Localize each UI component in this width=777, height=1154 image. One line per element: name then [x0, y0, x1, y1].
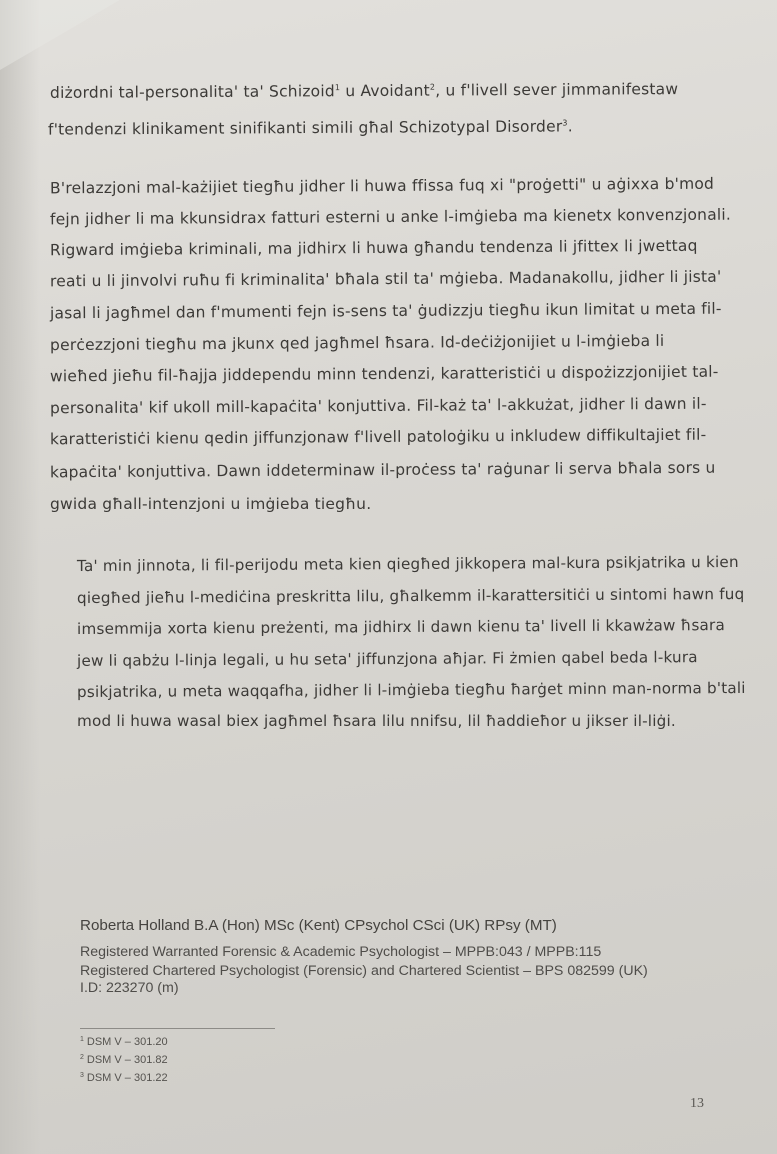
paragraph-line: qiegħed jieħu l-mediċina preskritta lilu, għalkemm il-karattersitiċi u sintomi hawn fuq — [76, 584, 745, 608]
footnote-text: DSM V – 301.22 — [86, 1072, 168, 1084]
paragraph-line: Rigward imġieba kriminali, ma jidhirx li huwa għandu tendenza li jfittex li jwettaq — [49, 236, 698, 260]
paragraph-line: mod li huwa wasal biex jagħmel ħsara lilu nnifsu, lil ħaddieħor u jikser il-liġi. — [77, 712, 676, 730]
intro-line-1-c: , u f'livell sever jimmanifestaw — [435, 80, 679, 100]
intro-line-1-a: diżordni tal-personalita' ta' Schizoid — [49, 82, 335, 102]
paragraph-line: kapaċita' konjuttiva. Dawn iddeterminaw il-proċess ta' raġunar li serva bħala sors u — [49, 458, 716, 482]
paragraph-line: reati u li jinvolvi ruħu fi kriminalita' bħala stil ta' mġieba. Madanakollu, jidher li jista' — [49, 267, 722, 291]
footnote-mark: 3 — [80, 1072, 84, 1079]
paragraph-line: psikjatrika, u meta waqqafha, jidher li l-imġieba tiegħu ħarġet minn man-norma b'tali — [76, 678, 746, 702]
footnote-mark: 2 — [80, 1054, 84, 1061]
footnote-divider — [80, 1028, 275, 1029]
paragraph-line: perċezzjoni tiegħu ma jkunx qed jagħmel ħsara. Id-deċiżjonijiet u l-imġieba li — [49, 331, 665, 355]
footnote-mark: 1 — [80, 1036, 84, 1043]
footnote-ref-3: 3 — [562, 118, 568, 128]
paragraph-line: karatteristiċi kienu qedin jiffunzjonaw f'livell patoloġiku u inkludew diffikultajiet fil- — [49, 425, 707, 449]
signature-line-2: Registered Warranted Forensic & Academic Psychologist – MPPB:043 / MPPB:115 — [80, 944, 602, 960]
signature-line-3: Registered Chartered Psychologist (Forensic) and Chartered Scientist – BPS 082599 (UK) — [80, 963, 648, 979]
page-number: 13 — [690, 1096, 704, 1111]
intro-line-2-a: f'tendenzi klinikament sinifikanti simili għal Schizotypal Disorder — [47, 117, 563, 139]
intro-line-1-b: u Avoidant — [340, 81, 430, 101]
intro-line-2-b: . — [567, 117, 573, 136]
signature-id: I.D: 223270 (m) — [80, 980, 179, 996]
footnote-item — [80, 1036, 168, 1048]
paragraph-line: personalita' kif ukoll mill-kapaċita' konjuttiva. Fil-każ ta' l-akkużat, jidher li dawn il- — [49, 394, 707, 418]
footnote-text: DSM V – 301.20 — [86, 1036, 168, 1048]
paragraph-line: fejn jidher li ma kkunsidrax fatturi esterni u anke l-imġieba ma kienetx konvenzjonali. — [49, 205, 732, 229]
footnote-item — [80, 1072, 168, 1084]
footnote-text: DSM V – 301.82 — [86, 1054, 168, 1066]
footnote-ref-1: 1 — [334, 83, 341, 93]
paragraph-line: gwida għall-intenzjoni u imġieba tiegħu. — [50, 495, 372, 513]
paragraph-line: wieħed jieħu fil-ħajja jiddependu minn tendenzi, karatteristiċi u dispożizzjonijiet tal- — [49, 362, 719, 386]
paragraph-line: jasal li jagħmel dan f'mumenti fejn is-sens ta' ġudizzju tiegħu ikun limitat u meta fil- — [49, 299, 722, 323]
intro-line-1 — [50, 80, 678, 102]
paragraph-line: B'relazzjoni mal-każijiet tiegħu jidher li huwa ffissa fuq xi "proġetti" u aġixxa b'mod — [49, 174, 715, 198]
intro-line-2 — [48, 117, 573, 138]
signature-name: Roberta Holland B.A (Hon) MSc (Kent) CPsychol CSci (UK) RPsy (MT) — [80, 917, 557, 934]
footnote-ref-2: 2 — [429, 82, 436, 92]
paragraph-line: imsemmija xorta kienu preżenti, ma jidhirx li dawn kienu ta' livell li kkawżaw ħsara — [76, 616, 726, 638]
paragraph-line: jew li qabżu l-linja legali, u hu seta' jiffunzjona aħjar. Fi żmien qabel beda l-kura — [76, 648, 698, 670]
paragraph-line: Ta' min jinnota, li fil-perijodu meta kien qiegħed jikkopera mal-kura psikjatrika u kien — [76, 552, 739, 576]
page-corner-fold — [0, 0, 120, 70]
page-left-shadow — [0, 0, 40, 1154]
footnote-item — [80, 1054, 168, 1066]
